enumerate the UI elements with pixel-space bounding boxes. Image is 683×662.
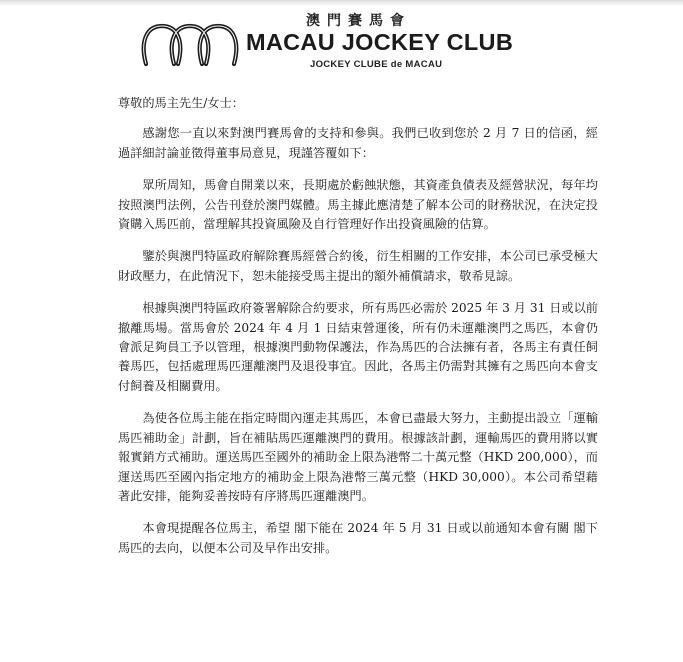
paragraph-compensation-response: 鑒於與澳門特區政府解除賽馬經營合約後，衍生相關的工作安排，本公司已承受極大財政壓力，在此情況下，恕未能接受馬主提出的額外補償請求，敬希見諒。 [118,249,598,283]
horseshoe-logo-icon [140,20,240,68]
paragraph-reminder: 本會現提醒各位馬主，希望 閣下能在 2024 年 5 月 31 日或以前通知本會有關 閣下馬匹的去向，以便本公司及早作出安排。 [118,521,598,555]
paragraph-transport-subsidy: 為使各位馬主能在指定時間內運走其馬匹，本會已盡最大努力，主動提出設立「運輸馬匹補助金」計劃，旨在補貼馬匹運離澳門的費用。根據該計劃，運輸馬匹的費用將以實報實銷方式補助。運送馬匹至國外的補助金上限為港幣二十萬元整（HKD 200,000），而運送馬匹至國內指定地方的補助金上限為港幣三萬元整（HKD 30,000）。本公司希望藉著此安排，能夠妥善按時有序將馬匹運離澳門。 [118,411,598,503]
paragraph-horse-removal: 根據與澳門特區政府簽署解除合約要求，所有馬匹必需於 2025 年 3 月 31 日或以前撤離馬場。當馬會於 2024 年 4 月 1 日結束營運後，所有仍未運離澳門之馬匹，本會仍會派足夠員工予以管理，根據澳門動物保護法，作為馬匹的合法擁有者，各馬主有責任飼養馬匹，包括處理馬匹運離澳門及退役事宜。因此，各馬主仍需對其擁有之馬匹向本會支付飼養及相關費用。 [118,301,598,393]
letterhead [0,0,683,80]
letter-body [118,94,598,571]
paragraph-financial-status: 眾所周知，馬會自開業以來，長期處於虧蝕狀態，其資產負債表及經營狀況，每年均按照澳門法例，公告刊登於澳門媒體。馬主據此應清楚了解本公司的財務狀況，在決定投資購入馬匹前，當理解其投資風險及自行管理好作出投資風險的估算。 [118,178,598,232]
org-name-portuguese: JOCKEY CLUBE de MACAU [310,59,443,70]
org-name-english: MACAU JOCKEY CLUB [246,29,514,55]
org-name-chinese: 澳門賽馬會 [306,13,411,29]
salutation: 尊敬的馬主先生/女士： [118,96,244,110]
paragraph-acknowledgement: 感謝您一直以來對澳門賽馬會的支持和參與。我們已收到您於 2 月 7 日的信函，經過詳細討論並徵得董事局意見，現謹答覆如下： [118,126,598,160]
